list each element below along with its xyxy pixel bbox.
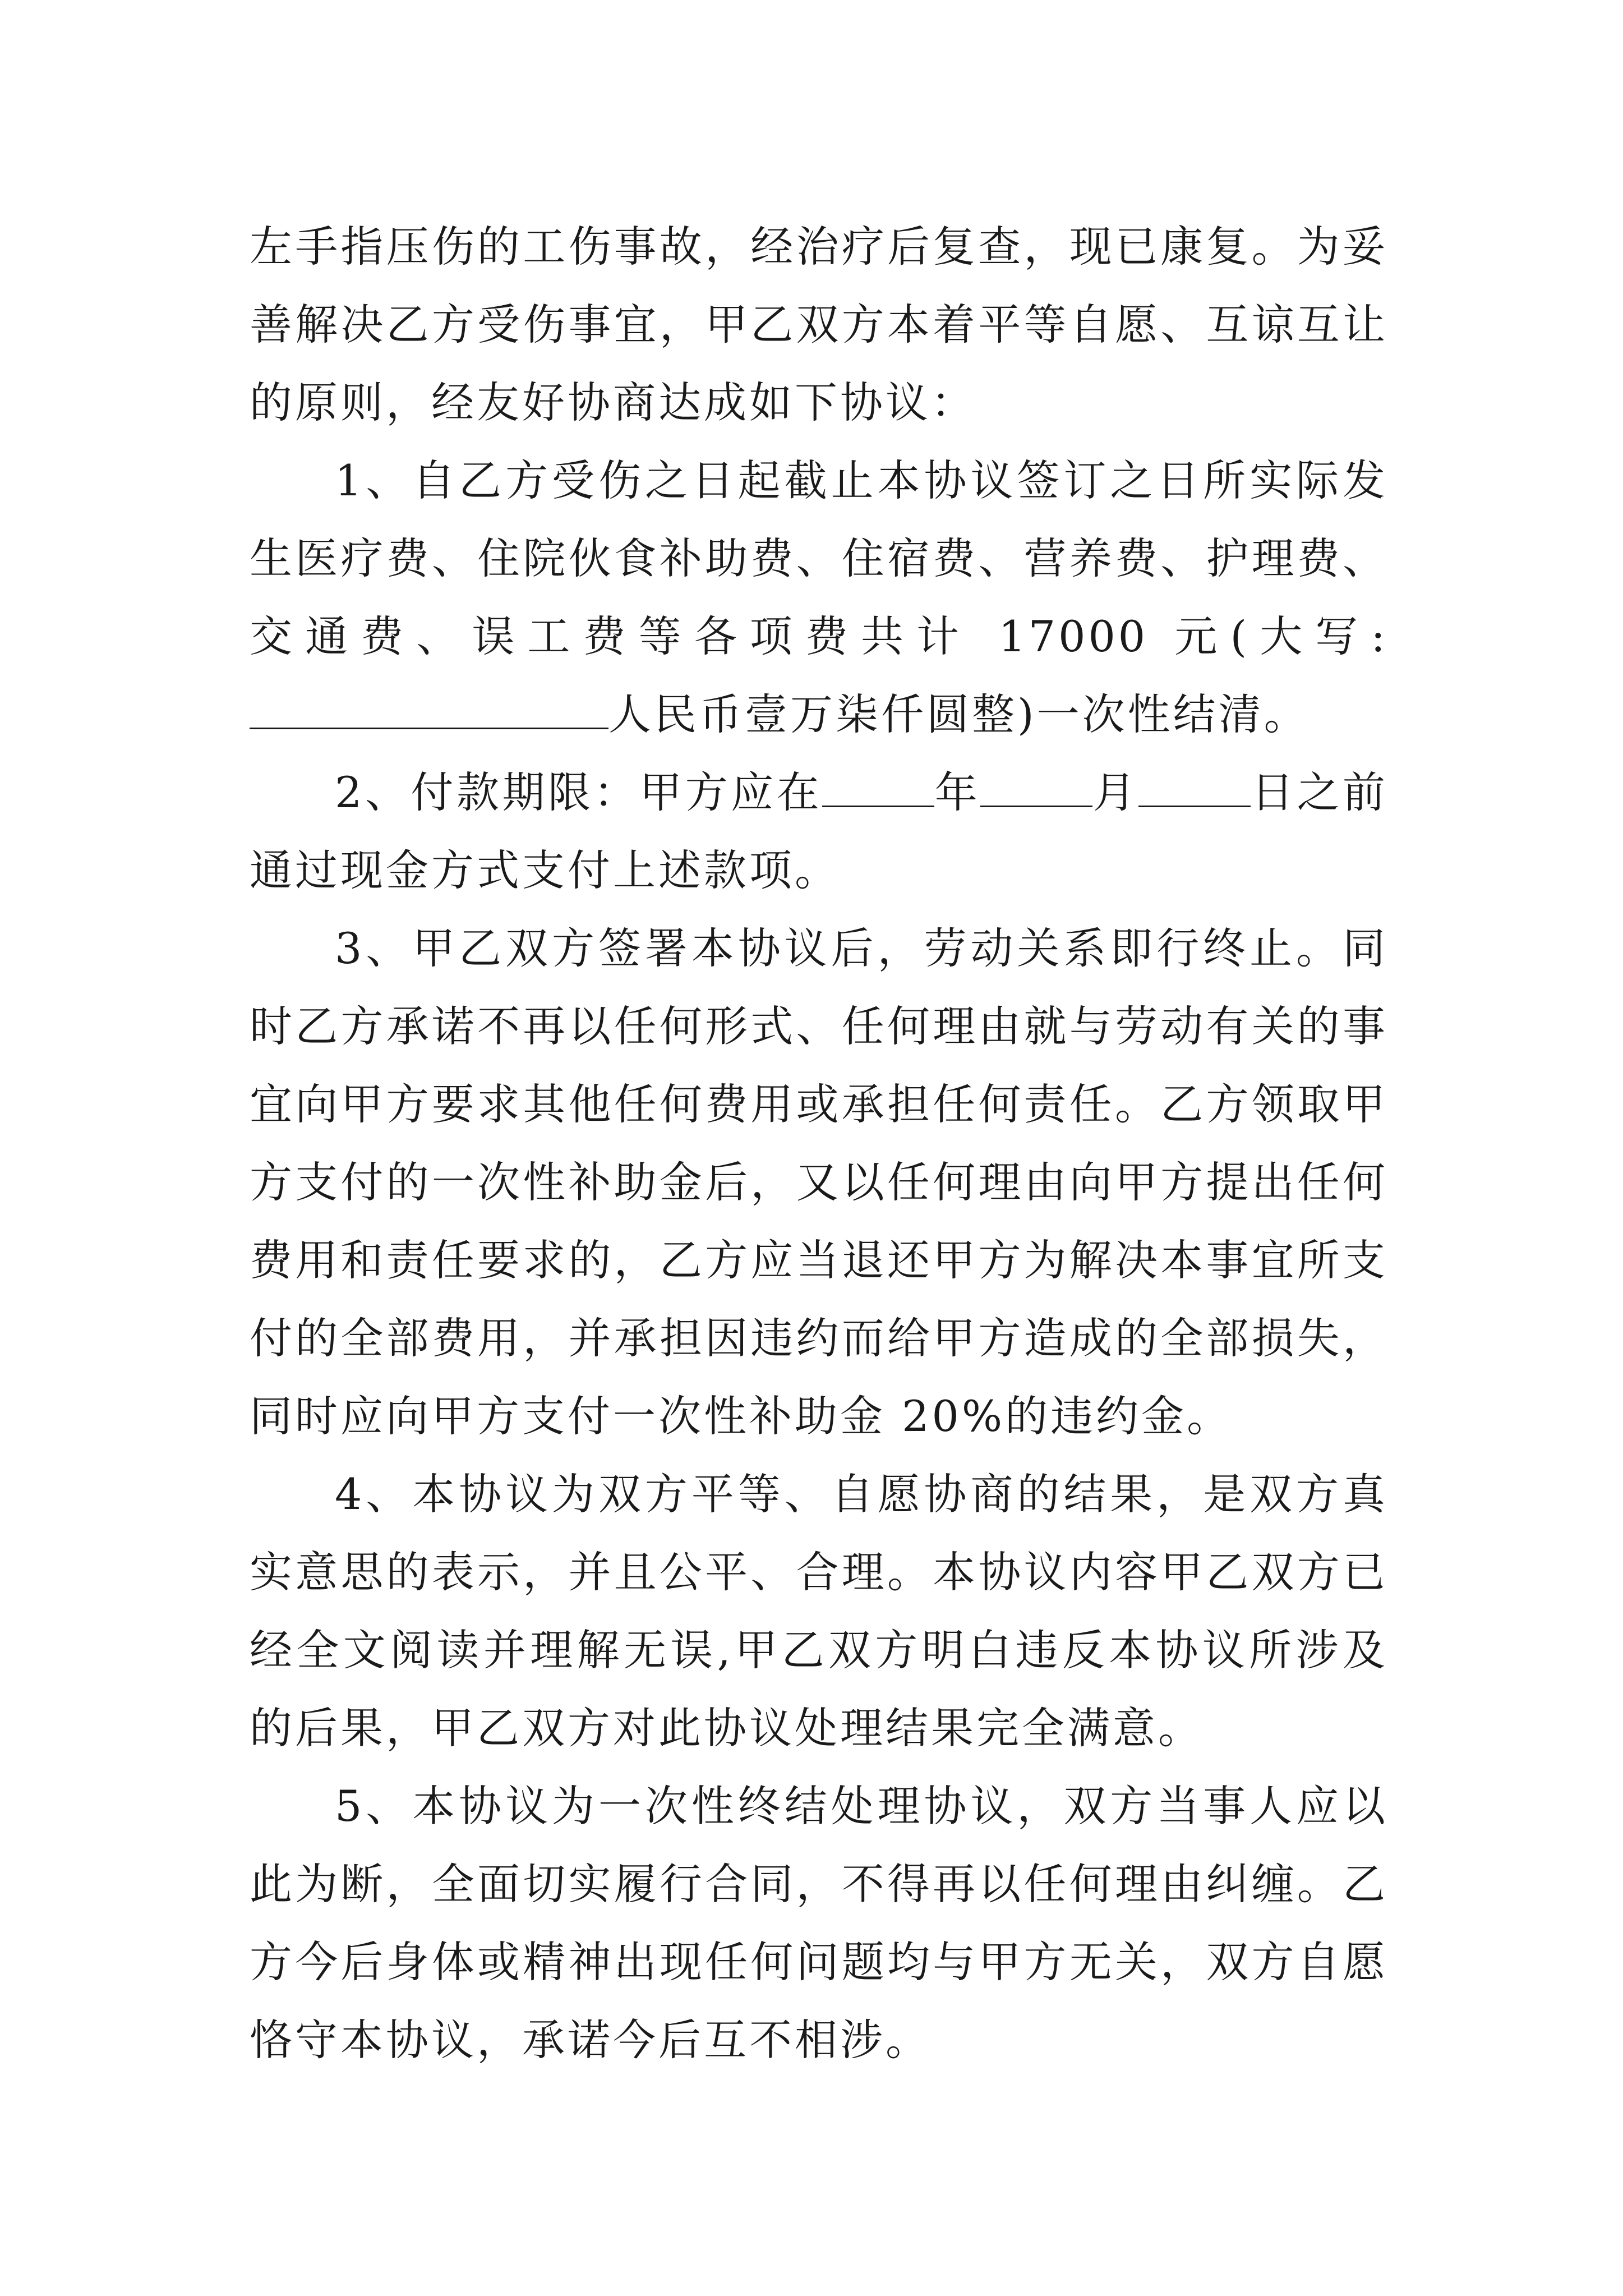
year-label: 年 — [934, 767, 981, 817]
day-blank — [1138, 772, 1251, 807]
agreement-body — [250, 208, 1388, 2079]
clause-1-text-end: 人民币壹万柒仟圆整)一次性结清。 — [608, 689, 1310, 739]
clause-4: 4、本协议为双方平等、自愿协商的结果，是双方真实意思的表示，并且公平、合理。本协议内容甲乙双方已经全文阅读并理解无误,甲乙双方明白违反本协议所涉及的后果，甲乙双方对此协议处理结果完全满意。 — [250, 1469, 1388, 1753]
clause-2-prefix: 2、付款期限：甲方应在 — [335, 767, 823, 817]
clause-2 — [250, 753, 1388, 909]
amount-in-words-blank — [250, 694, 608, 729]
month-blank — [980, 772, 1092, 807]
day-suffix: 日之前通过现金方式支付上述款项。 — [250, 767, 1389, 895]
year-blank — [822, 772, 934, 807]
month-label: 月 — [1092, 767, 1139, 817]
clause-3: 3、甲乙双方签署本协议后，劳动关系即行终止。同时乙方承诺不再以任何形式、任何理由就与劳动有关的事宜向甲方要求其他任何费用或承担任何责任。乙方领取甲方支付的一次性补助金后，又以任何理由向甲方提出任何费用和责任要求的，乙方应当退还甲方为解决本事宜所支付的全部费用，并承担因违约而给甲方造成的全部损失，同时应向甲方支付一次性补助金 20%的违约金。 — [250, 923, 1388, 1441]
clause-1-text: 1、自乙方受伤之日起截止本协议签订之日所实际发生医疗费、住院伙食补助费、住宿费、营养费、护理费、交通费、误工费等各项费共计 17000 元(大写: — [250, 455, 1388, 661]
clause-5: 5、本协议为一次性终结处理协议，双方当事人应以此为断，全面切实履行合同，不得再以任何理由纠缠。乙方今后身体或精神出现任何问题均与甲方无关，双方自愿恪守本协议，承诺今后互不相涉。 — [250, 1781, 1388, 2065]
clause-1 — [250, 441, 1388, 753]
intro-paragraph: 左手指压伤的工伤事故，经治疗后复查，现已康复。为妥善解决乙方受伤事宜，甲乙双方本着平等自愿、互谅互让的原则，经友好协商达成如下协议： — [250, 222, 1388, 427]
